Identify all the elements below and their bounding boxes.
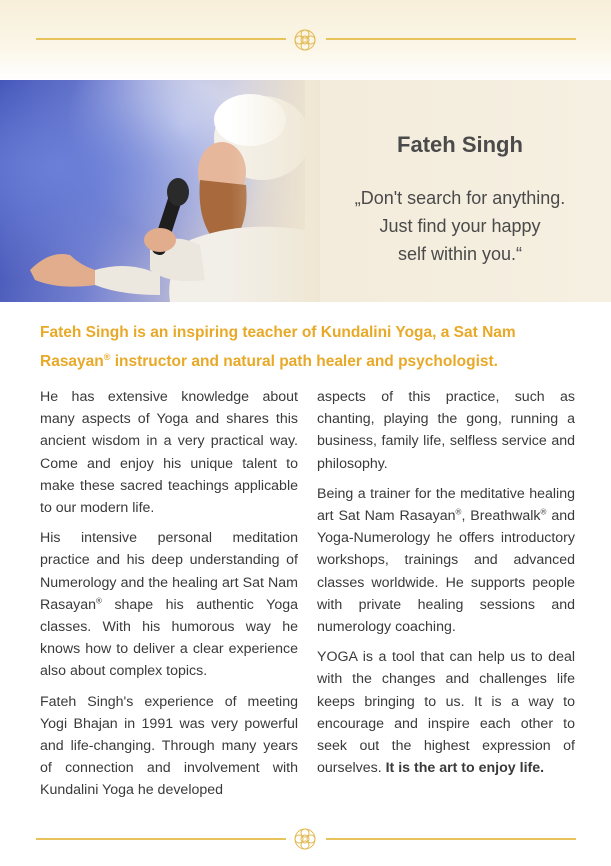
photo-fade [230,80,320,302]
intro-text-part: instructor and natural path healer and psychologist. [110,353,498,371]
bottom-rule-left [36,838,286,840]
registered-mark: ® [96,596,102,606]
closing-statement: It is the art to enjoy life. [385,760,545,777]
registered-mark: ® [103,352,111,362]
quote-line: „Don't search for anything. [354,188,566,208]
lotus-ornament-icon [292,826,318,852]
lotus-ornament-icon [292,27,318,53]
right-column [317,386,575,787]
paragraph: aspects of this practice, such as chanting, playing the gong, running a business, family life, selfless service and philosophy. [317,389,575,472]
registered-mark: ® [540,507,547,517]
top-rule-left [36,38,286,40]
hero-banner [0,80,611,302]
paragraph-text: Being a trainer for the meditative healing art Sat Nam Rasayan [317,485,575,525]
teacher-name: Fateh Singh [397,132,523,157]
paragraph [317,483,575,638]
paragraph-text: , Breathwalk [461,508,541,525]
paragraph [40,527,298,682]
quote-line: self within you.“ [397,244,523,264]
intro-text-part: Fateh Singh is an inspiring teacher of Kundalini Yoga, a Sat Nam Rasayan [40,324,516,371]
quote-line: Just find your happy [379,216,541,236]
left-column [40,386,298,810]
paragraph-text: and Yoga-Numerology he offers introductory workshops, trainings and advanced classes worldwide. He supports people with private healing sessions and numerology coaching. [317,508,575,636]
paragraph: Fateh Singh's experience of meeting Yogi Bhajan in 1991 was very powerful and life-changing. Through many years of connection and involvement with Kundalini Yoga he developed [40,693,298,799]
paragraph-text: shape his authentic Yoga classes. With his humorous way he knows how to deliver a clear experience also about complex topics. [40,596,298,680]
top-rule-right [326,38,576,40]
paragraph-text: His intensive personal meditation practice and his deep understanding of Numerology and the healing art Sat Nam Rasayan [40,530,298,613]
teacher-quote [315,184,605,268]
paragraph-text: YOGA is a tool that can help us to deal with the changes and challenges life keeps bringing to us. It is a way to encourage and inspire each other to seek out the highest expression of ourselves. [317,649,575,777]
bottom-rule-right [326,838,576,840]
intro-heading [40,321,580,374]
paragraph [317,646,575,779]
registered-mark: ® [455,507,462,517]
paragraph: He has extensive knowledge about many aspects of Yoga and shares this ancient wisdom in a very practical way. Come and enjoy his unique talent to make these sacred teachings applicable to our modern life. [40,389,298,517]
